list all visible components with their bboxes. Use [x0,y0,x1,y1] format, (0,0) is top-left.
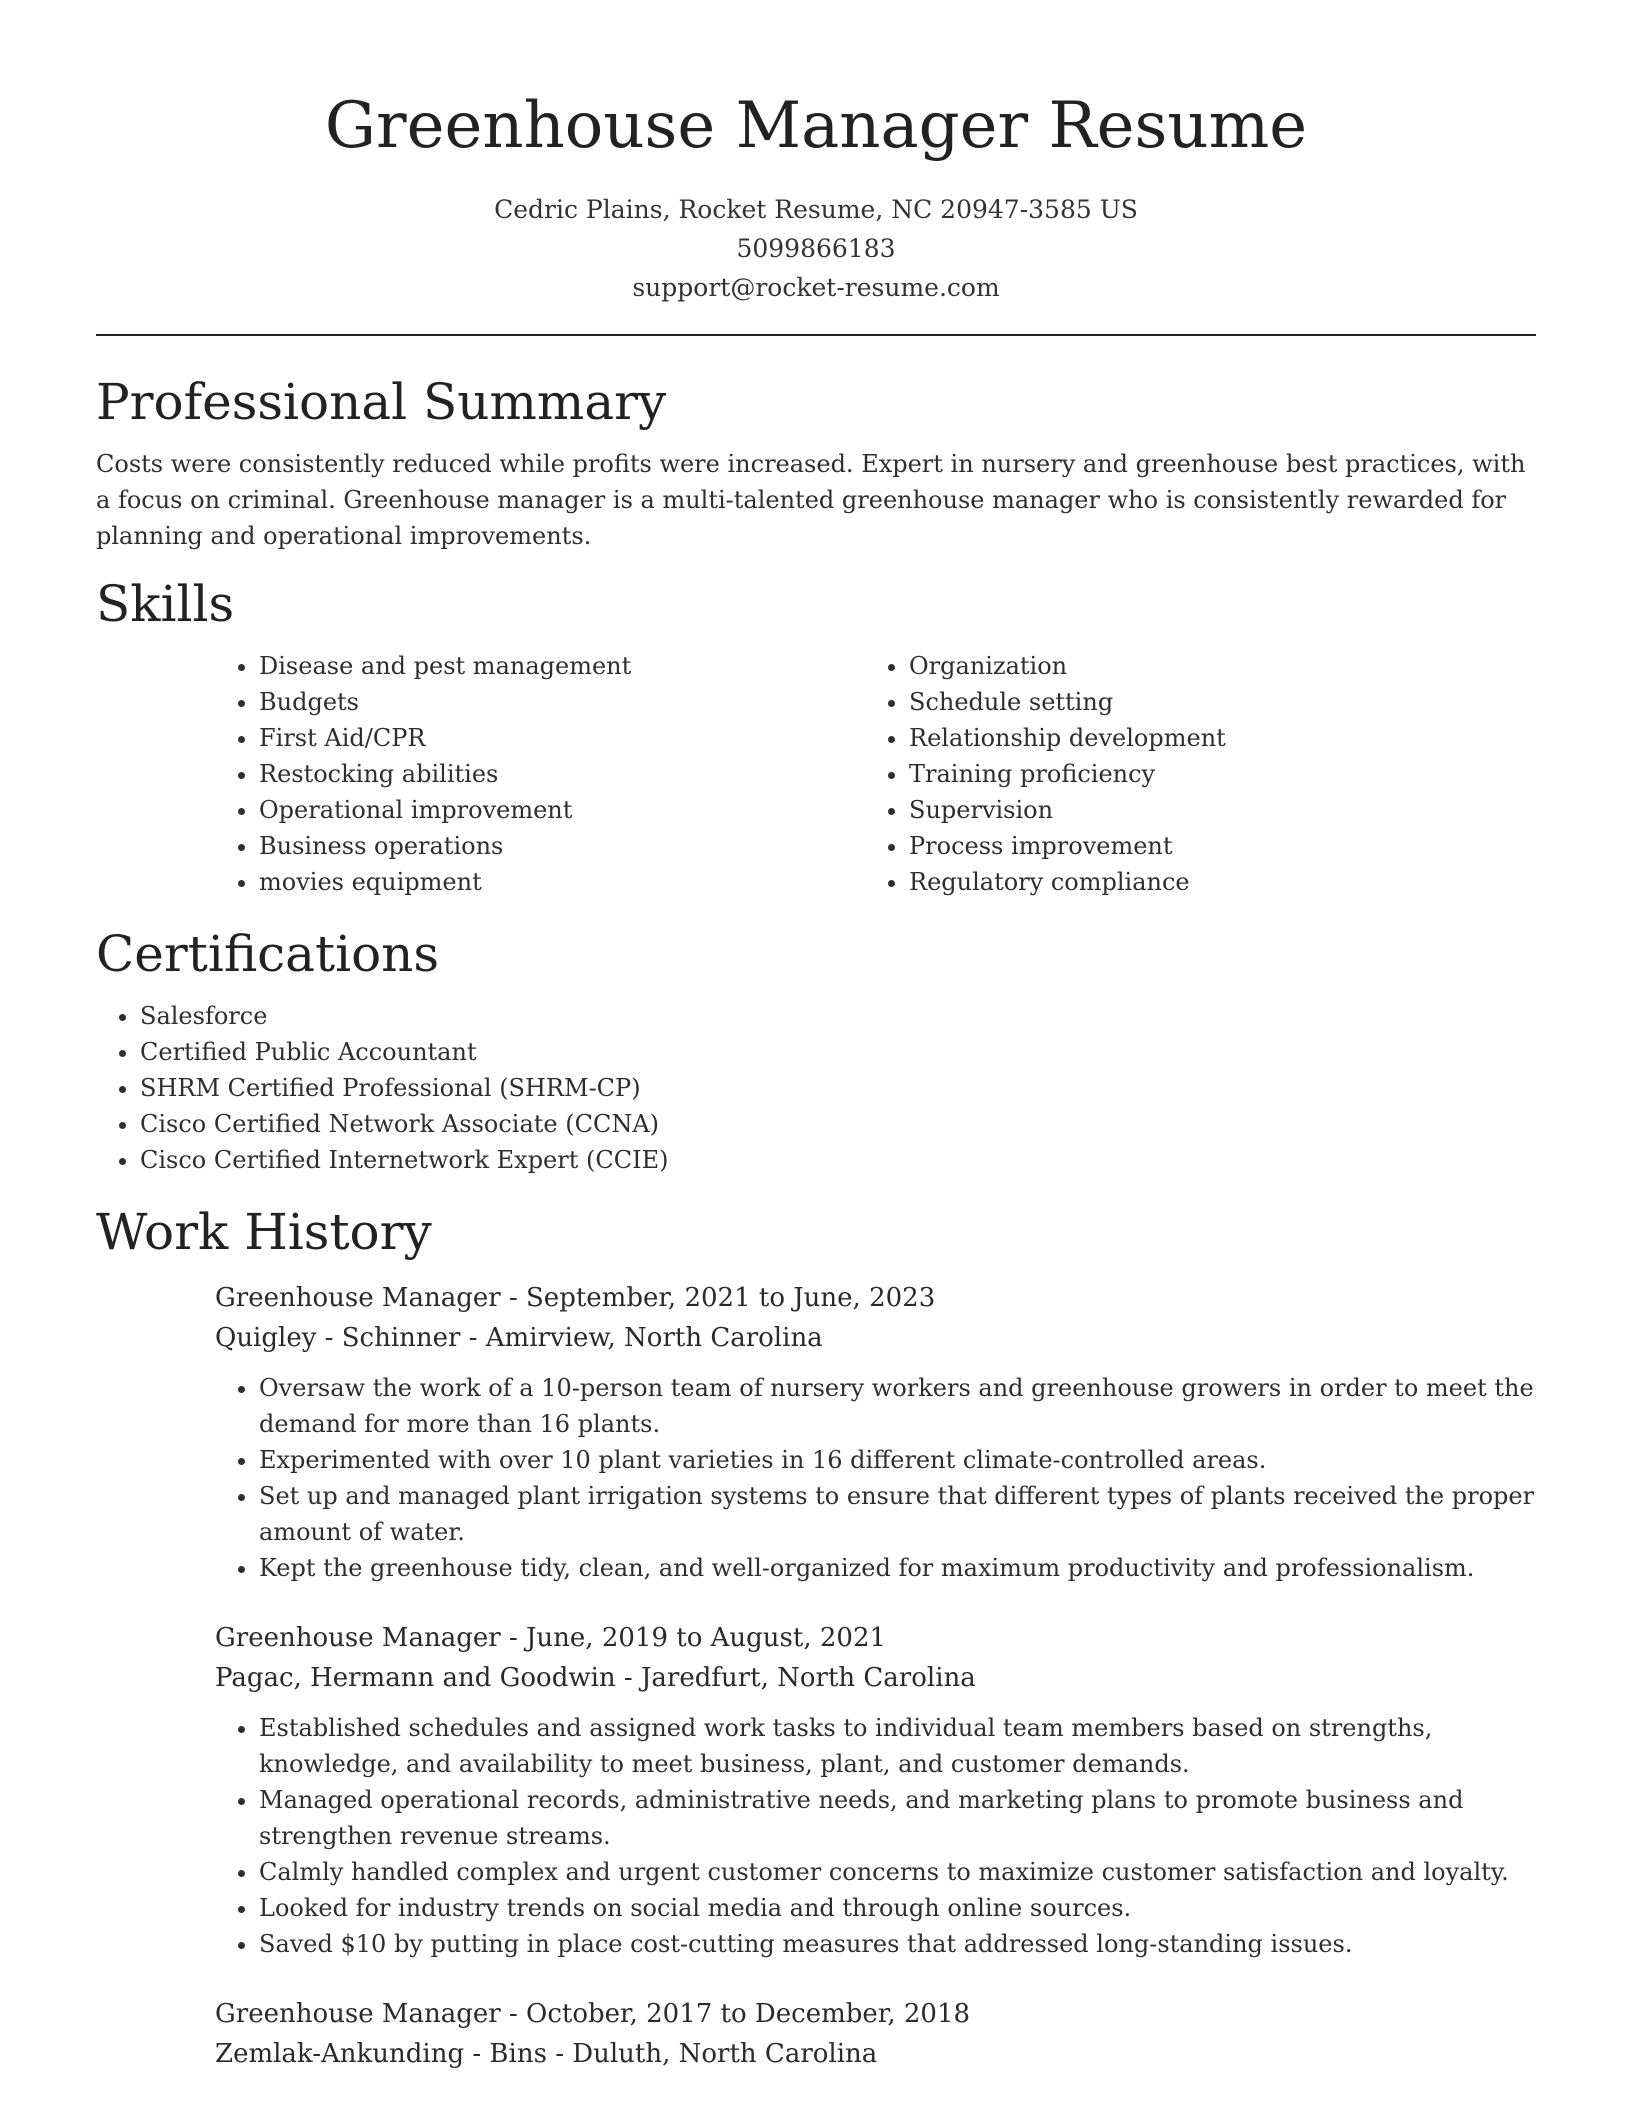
contact-email: support@rocket-resume.com [632,273,1000,302]
contact-phone: 5099866183 [736,234,896,263]
skill-item: • Organization [909,648,1515,684]
skill-item: • Regulatory compliance [909,864,1515,900]
skills-grid [215,648,1536,900]
skill-item: • Budgets [259,684,865,720]
certifications-heading: Certifications [96,925,440,983]
certification-item: • Cisco Certified Internetwork Expert (CCIE) [140,1142,1536,1178]
contact-info [96,190,1536,307]
work-history-heading: Work History [96,1203,432,1261]
skill-item: • Relationship development [909,720,1515,756]
skills-heading: Skills [96,575,235,633]
job-entry [215,1618,1536,1962]
job-bullet: • Experimented with over 10 plant varieties in 16 different climate-controlled areas. [259,1442,1536,1478]
job-bullet: • Saved $10 by putting in place cost-cutting measures that addressed long-standing issues. [259,1926,1536,1962]
work-history-section [96,1202,1536,2074]
skill-item: • Disease and pest management [259,648,865,684]
job-bullets [215,1370,1536,1586]
skill-item: • Operational improvement [259,792,865,828]
certifications-section [96,924,1536,1178]
skill-item: • Training proficiency [909,756,1515,792]
job-bullet: • Looked for industry trends on social media and through online sources. [259,1890,1536,1926]
resume-title: Greenhouse Manager Resume [324,89,1308,163]
certification-item: • Salesforce [140,998,1536,1034]
summary-section [96,372,1536,554]
job-title-dates: Greenhouse Manager - June, 2019 to August, 2021 [215,1623,887,1653]
skill-item: • movies equipment [259,864,865,900]
job-bullets [215,1710,1536,1962]
skill-item: • Process improvement [909,828,1515,864]
resume-page [96,0,1536,2074]
summary-text: Costs were consistently reduced while profits were increased. Expert in nursery and greenhouse best practices, with a focus on criminal. Greenhouse manager is a multi-talented greenhouse manager who is consistently rewarded for planning and operational improvements. [96,450,1526,550]
job-bullet: • Kept the greenhouse tidy, clean, and well-organized for maximum productivity and professionalism. [259,1550,1536,1586]
skill-item: • First Aid/CPR [259,720,865,756]
job-company-location: Zemlak-Ankunding - Bins - Duluth, North Carolina [215,2039,878,2069]
contact-address: Cedric Plains, Rocket Resume, NC 20947-3585 US [494,195,1138,224]
skills-section [96,574,1536,900]
job-title-dates: Greenhouse Manager - September, 2021 to June, 2023 [215,1283,936,1313]
certification-item: • Cisco Certified Network Associate (CCNA) [140,1106,1536,1142]
certification-item: • SHRM Certified Professional (SHRM-CP) [140,1070,1536,1106]
skills-column-left [215,648,865,900]
skill-item: • Business operations [259,828,865,864]
certification-item: • Certified Public Accountant [140,1034,1536,1070]
resume-header [96,0,1536,307]
skill-item: • Schedule setting [909,684,1515,720]
job-title-dates: Greenhouse Manager - October, 2017 to December, 2018 [215,1999,971,2029]
job-bullet: • Calmly handled complex and urgent customer concerns to maximize customer satisfaction and loyalty. [259,1854,1536,1890]
skill-item: • Restocking abilities [259,756,865,792]
job-company-location: Pagac, Hermann and Goodwin - Jaredfurt, North Carolina [215,1663,976,1693]
job-entry [215,1278,1536,1586]
skill-item: • Supervision [909,792,1515,828]
job-bullet: • Set up and managed plant irrigation systems to ensure that different types of plants received the proper amount of water. [259,1478,1536,1550]
job-company-location: Quigley - Schinner - Amirview, North Carolina [215,1323,823,1353]
header-divider [96,334,1536,336]
job-bullet: • Managed operational records, administrative needs, and marketing plans to promote business and strengthen revenue streams. [259,1782,1536,1854]
job-entry [215,1994,1536,2074]
job-bullet: • Oversaw the work of a 10-person team of nursery workers and greenhouse growers in order to meet the demand for more than 16 plants. [259,1370,1536,1442]
summary-heading: Professional Summary [96,373,667,431]
certifications-list [96,998,1536,1178]
skills-column-right [865,648,1515,900]
job-bullet: • Established schedules and assigned work tasks to individual team members based on strengths, knowledge, and availability to meet business, plant, and customer demands. [259,1710,1536,1782]
